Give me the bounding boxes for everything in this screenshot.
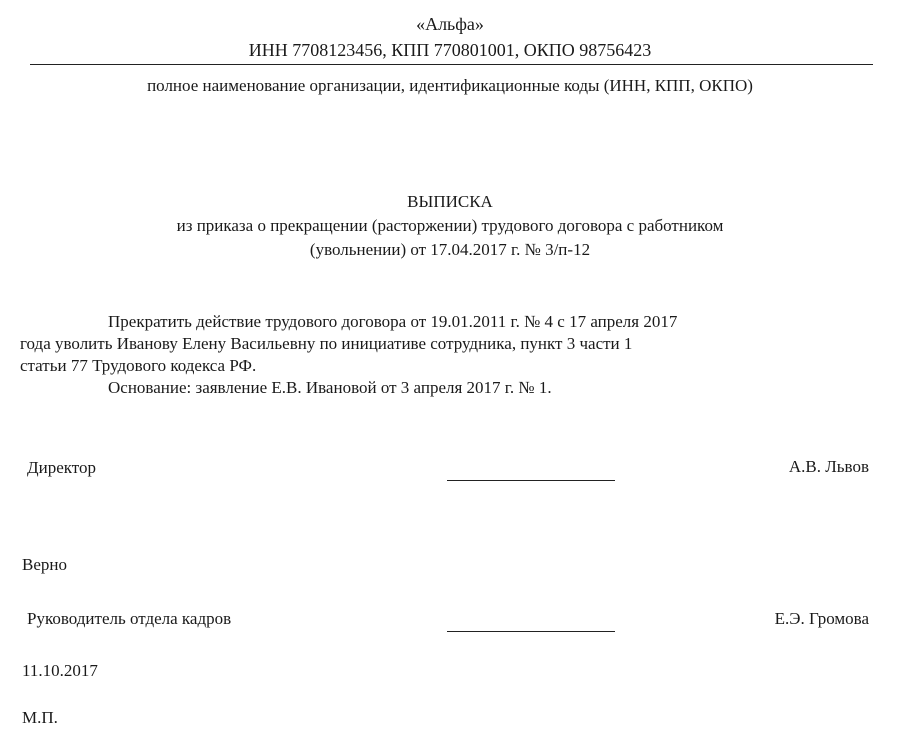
document-title: ВЫПИСКА xyxy=(407,192,493,211)
organization-name: «Альфа» xyxy=(416,14,484,34)
document-date: 11.10.2017 xyxy=(22,661,98,680)
director-name: А.В. Львов xyxy=(788,457,869,476)
document-subtitle-line-2: (увольнении) от 17.04.2017 г. № 3/п-12 xyxy=(309,240,591,259)
body-text-line-2: года уволить Иванову Елену Васильевну по инициативе сотрудника, пункт 3 части 1 xyxy=(20,334,633,353)
hr-head-role: Руководитель отдела кадров xyxy=(27,609,232,628)
organization-codes: ИНН 7708123456, КПП 770801001, ОКПО 98756423 xyxy=(248,40,652,60)
certified-label: Верно xyxy=(22,555,67,574)
hr-head-signature-line xyxy=(447,631,615,632)
body-text-line-1: Прекратить действие трудового договора от 19.01.2011 г. № 4 с 17 апреля 2017 xyxy=(108,312,678,331)
organization-caption: полное наименование организации, идентификационные коды (ИНН, КПП, ОКПО) xyxy=(147,76,753,95)
director-signature-line xyxy=(447,480,615,481)
hr-head-name: Е.Э. Громова xyxy=(774,609,869,628)
director-role: Директор xyxy=(27,458,96,477)
basis-text: Основание: заявление Е.В. Ивановой от 3 апреля 2017 г. № 1. xyxy=(108,378,552,397)
body-text-line-3: статьи 77 Трудового кодекса РФ. xyxy=(20,356,257,375)
stamp-place: М.П. xyxy=(22,708,58,727)
document-subtitle-line-1: из приказа о прекращении (расторжении) трудового договора с работником xyxy=(176,216,724,235)
header-underline xyxy=(30,64,873,65)
